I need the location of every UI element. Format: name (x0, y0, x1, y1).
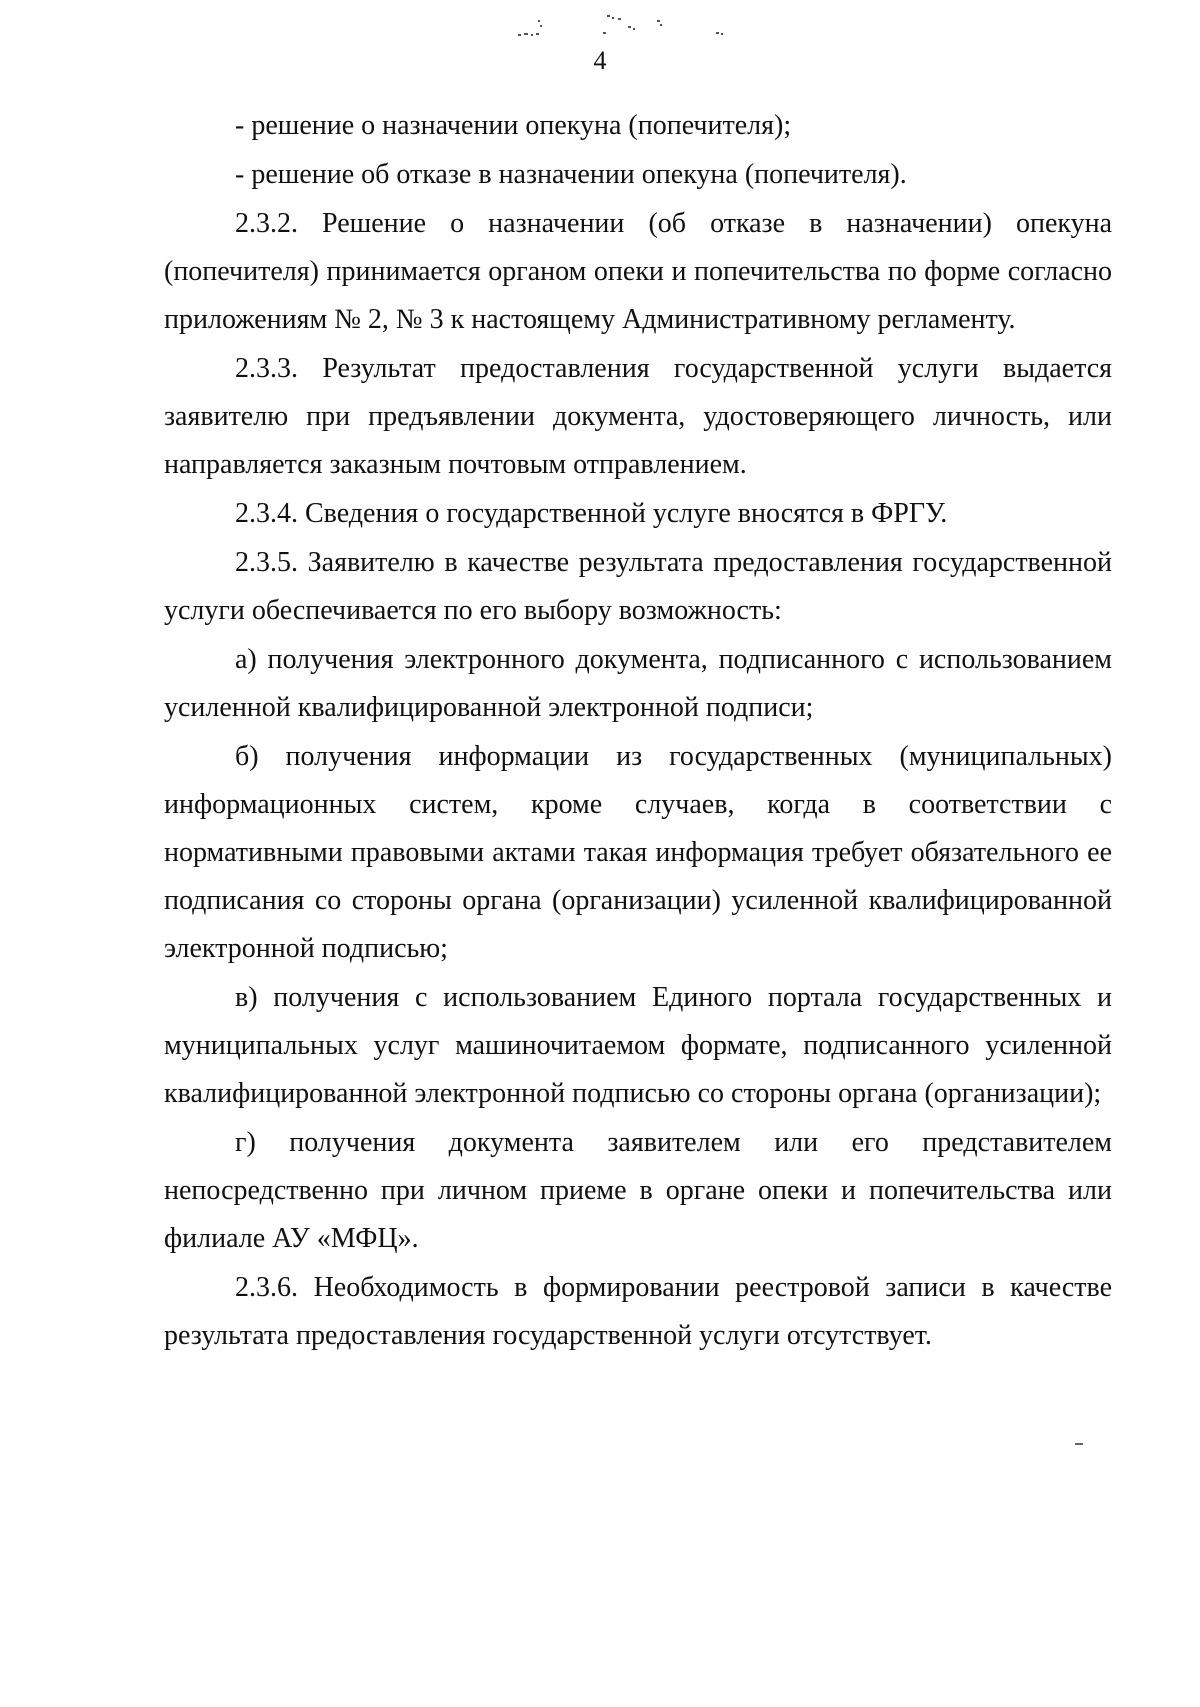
scan-dash-mark (1075, 1443, 1083, 1445)
paragraph-2-3-4: 2.3.4. Сведения о государственной услуге вносятся в ФРГУ. (235, 498, 948, 529)
paragraph-2-3-6: 2.3.6. Необходимость в формировании реестровой записи в качестве результата предоставления государственной услуги отсутствует. (164, 1272, 1112, 1351)
paragraph-option-a: а) получения электронного документа, подписанного с использованием усиленной квалифицированной электронной подписи; (164, 644, 1112, 723)
document-body (164, 102, 1112, 1361)
page-number: 4 (593, 46, 607, 75)
paragraph-2-3-3: 2.3.3. Результат предоставления государственной услуги выдается заявителю при предъявлении документа, удостоверяющего личность, или направляется заказным почтовым отправлением. (164, 353, 1112, 480)
paragraph-2-3-2: 2.3.2. Решение о назначении (об отказе в назначении) опекуна (попечителя) принимается органом опеки и попечительства по форме согласно приложениям № 2, № 3 к настоящему Административному регламенту. (164, 208, 1112, 335)
paragraph-decision-appoint: - решение о назначении опекуна (попечителя); (235, 110, 792, 141)
paragraph-decision-refuse: - решение об отказе в назначении опекуна (попечителя). (235, 159, 907, 190)
paragraph-option-b: б) получения информации из государственных (муниципальных) информационных систем, кроме случаев, когда в соответствии с нормативными правовыми актами такая информация требует обязательного ее подписания со стороны органа (организации) усиленной квалифицированной электронной подписью; (164, 741, 1112, 964)
paragraph-option-v: в) получения с использованием Единого портала государственных и муниципальных услуг машиночитаемом формате, подписанного усиленной квалифицированной электронной подписью со стороны органа (организации); (164, 982, 1112, 1109)
paragraph-option-g: г) получения документа заявителем или его представителем непосредственно при личном приеме в органе опеки и попечительства или филиале АУ «МФЦ». (164, 1127, 1112, 1254)
paragraph-2-3-5: 2.3.5. Заявителю в качестве результата предоставления государственной услуги обеспечивается по его выбору возможность: (164, 547, 1112, 626)
